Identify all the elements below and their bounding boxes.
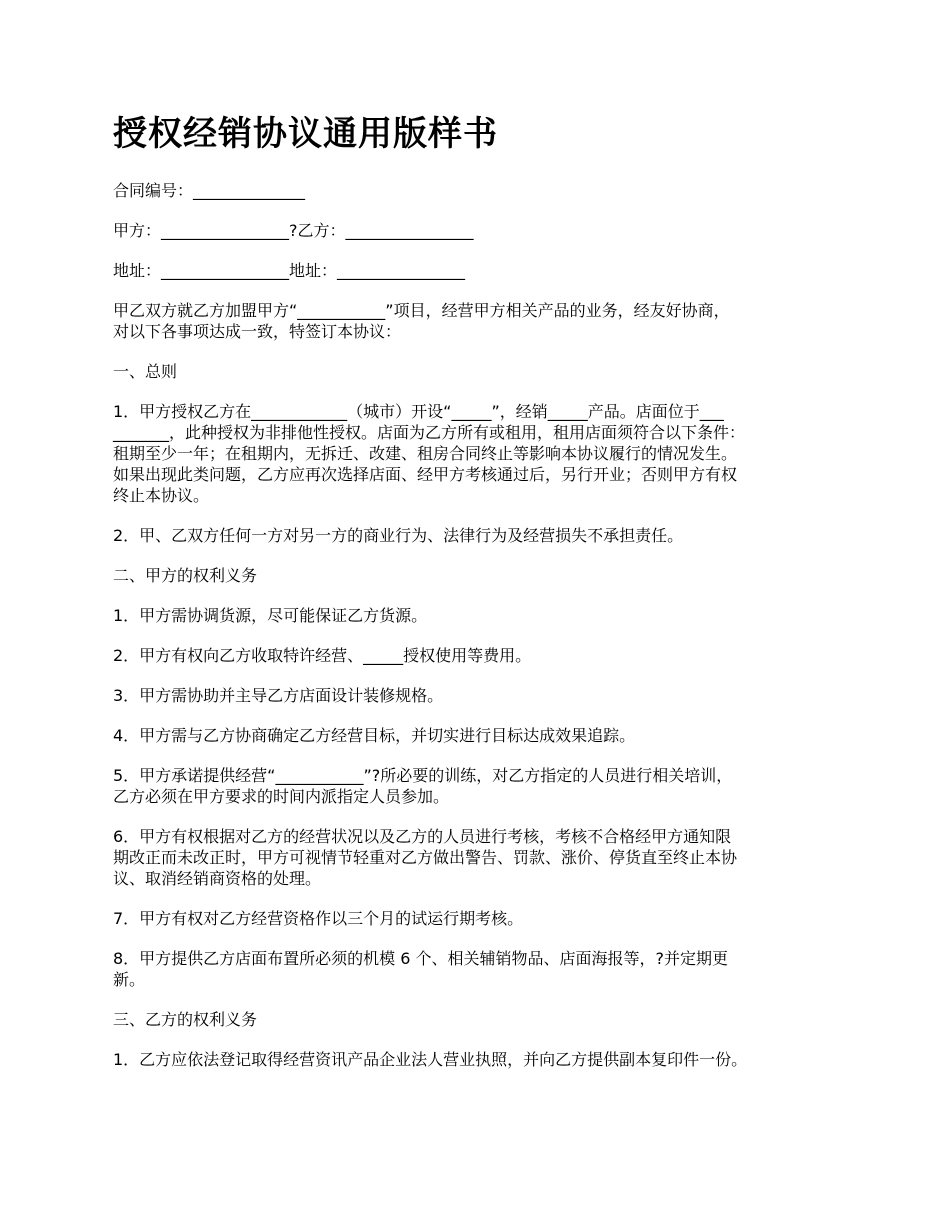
- section-party-b: [113, 1009, 843, 1070]
- intro-paragraph: 甲乙双方就乙方加盟甲方“___________”项目，经营甲方相关产品的业务，经友好协商， 对以下各事项达成一致，特签订本协议：: [113, 301, 730, 341]
- clause-paragraph: 2．甲方有权向乙方收取特许经营、_____授权使用等费用。: [113, 646, 532, 665]
- section-party-a: [113, 565, 843, 990]
- parties-line: 甲方：________________?乙方：________________: [113, 221, 474, 240]
- section-heading: 二、甲方的权利义务: [113, 566, 258, 585]
- clause-paragraph: 5．甲方承诺提供经营“___________”?所必要的训练，对乙方指定的人员进行相关培训， 乙方必须在甲方要求的时间内派指定人员参加。: [113, 766, 733, 806]
- document-page: [113, 112, 843, 1089]
- document-title: 授权经销协议通用版样书: [113, 114, 498, 154]
- clause-paragraph: 1．甲方需协调货源，尽可能保证乙方货源。: [113, 606, 428, 625]
- clause-paragraph: 8．甲方提供乙方店面布置所必须的机模 6 个、相关辅销物品、店面海报等，?并定期更 新。: [113, 949, 729, 989]
- address-line: 地址：________________地址：________________: [113, 261, 466, 280]
- clause-paragraph: 2．甲、乙双方任何一方对另一方的商业行为、法律行为及经营损失不承担责任。: [113, 526, 684, 545]
- clause-paragraph: 4．甲方需与乙方协商确定乙方经营目标，并切实进行目标达成效果追踪。: [113, 726, 636, 745]
- section-heading: 一、总则: [113, 362, 178, 381]
- section-heading: 三、乙方的权利义务: [113, 1010, 258, 1029]
- clause-paragraph: 7．甲方有权对乙方经营资格作以三个月的试运行期考核。: [113, 909, 524, 928]
- contract-number-line: 合同编号：______________: [113, 181, 306, 200]
- section-general: [113, 361, 843, 546]
- clause-paragraph: 1．乙方应依法登记取得经营资讯产品企业法人营业执照，并向乙方提供副本复印件一份。: [113, 1050, 748, 1069]
- clause-paragraph: 6．甲方有权根据对乙方的经营状况以及乙方的人员进行考核，考核不合格经甲方通知限 期改正而未改正时，甲方可视情节轻重对乙方做出警告、罚款、涨价、停货直至终止本协 议、取消经销商资格的处理。: [113, 827, 738, 888]
- clause-paragraph: 3．甲方需协助并主导乙方店面设计装修规格。: [113, 686, 444, 705]
- clause-paragraph: 1．甲方授权乙方在____________（城市）开设“_____”，经销_____产品。店面位于___ _______，此种授权为非排他性授权。店面为乙方所有或租用，租用店面须符合以下条件： 租期至少一年；在租期内，无拆迁、改建、租房合同终止等影响本协议履行的情况发生。 如果出现此类问题，乙方应再次选择店面、经甲方考核通过后，另行开业；否则甲方有权 终止本协议。: [113, 402, 746, 505]
